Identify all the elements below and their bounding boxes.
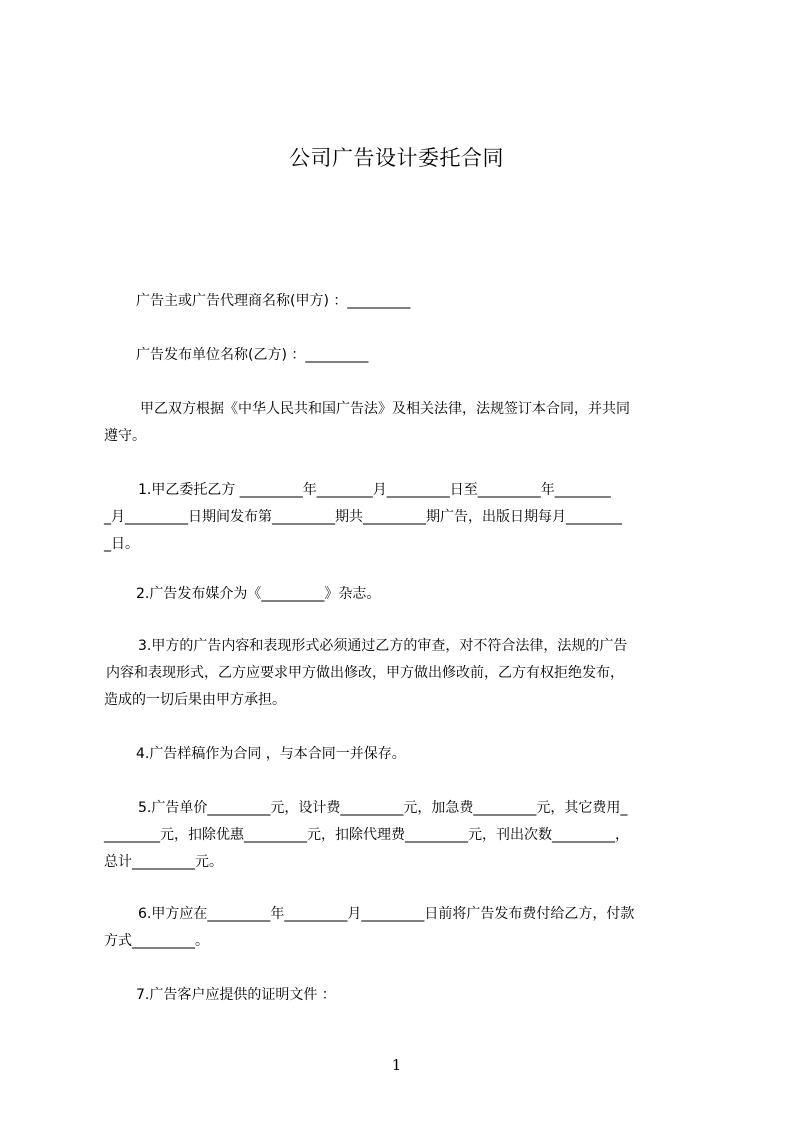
clause-5-line-1: 5.广告单价_________元，设计费_________元，加急费_________元，其它费用_	[138, 800, 628, 816]
clause-5-line-2: ________元，扣除优惠_________元，扣除代理费_________元，刊出次数_________，	[104, 827, 629, 843]
clause-7-line: 7.广告客户应提供的证明文件 ：	[136, 987, 336, 1003]
clause-6-line-1: 6.甲方应在_________年_________月_________日前将广告发布费付给乙方，付款	[138, 906, 635, 922]
clause-1-line-2: _月_________日期间发布第_________期共_________期广告，出版日期每月________	[104, 509, 622, 525]
clause-4-line: 4.广告样稿作为合同 ，与本合同一并保存。	[136, 746, 406, 762]
party-b-name-line: 广告发布单位名称(乙方) ：_________	[136, 347, 369, 363]
clause-3-line-1: 3.甲方的广告内容和表现形式必须通过乙方的审查，对不符合法律，法规的广告	[138, 638, 628, 654]
preamble-line-1: 甲乙双方根据《中华人民共和国广告法》及相关法律，法规签订本合同，并共同	[140, 401, 630, 417]
clause-6-line-2: 方式_________。	[104, 933, 209, 949]
clause-1-line-1: 1.甲乙委托乙方 _________年________月_________日至_________年________	[138, 482, 611, 498]
clause-3-line-2: 内容和表现形式，乙方应要求甲方做出修改，甲方做出修改前，乙方有权拒绝发布，	[106, 665, 624, 681]
preamble-line-2: 遵守。	[104, 428, 146, 444]
page-number: 1	[391, 1056, 402, 1074]
clause-1-line-3: _日。	[104, 536, 139, 552]
clause-5-line-3: 总计_________元。	[104, 854, 223, 870]
clause-2-line: 2.广告发布媒介为《_________》杂志。	[136, 586, 381, 602]
contract-title: 公司广告设计委托合同	[289, 146, 504, 170]
clause-3-line-3: 造成的一切后果由甲方承担。	[104, 692, 286, 708]
party-a-name-line: 广告主或广告代理商名称(甲方) ：_________	[136, 293, 411, 309]
